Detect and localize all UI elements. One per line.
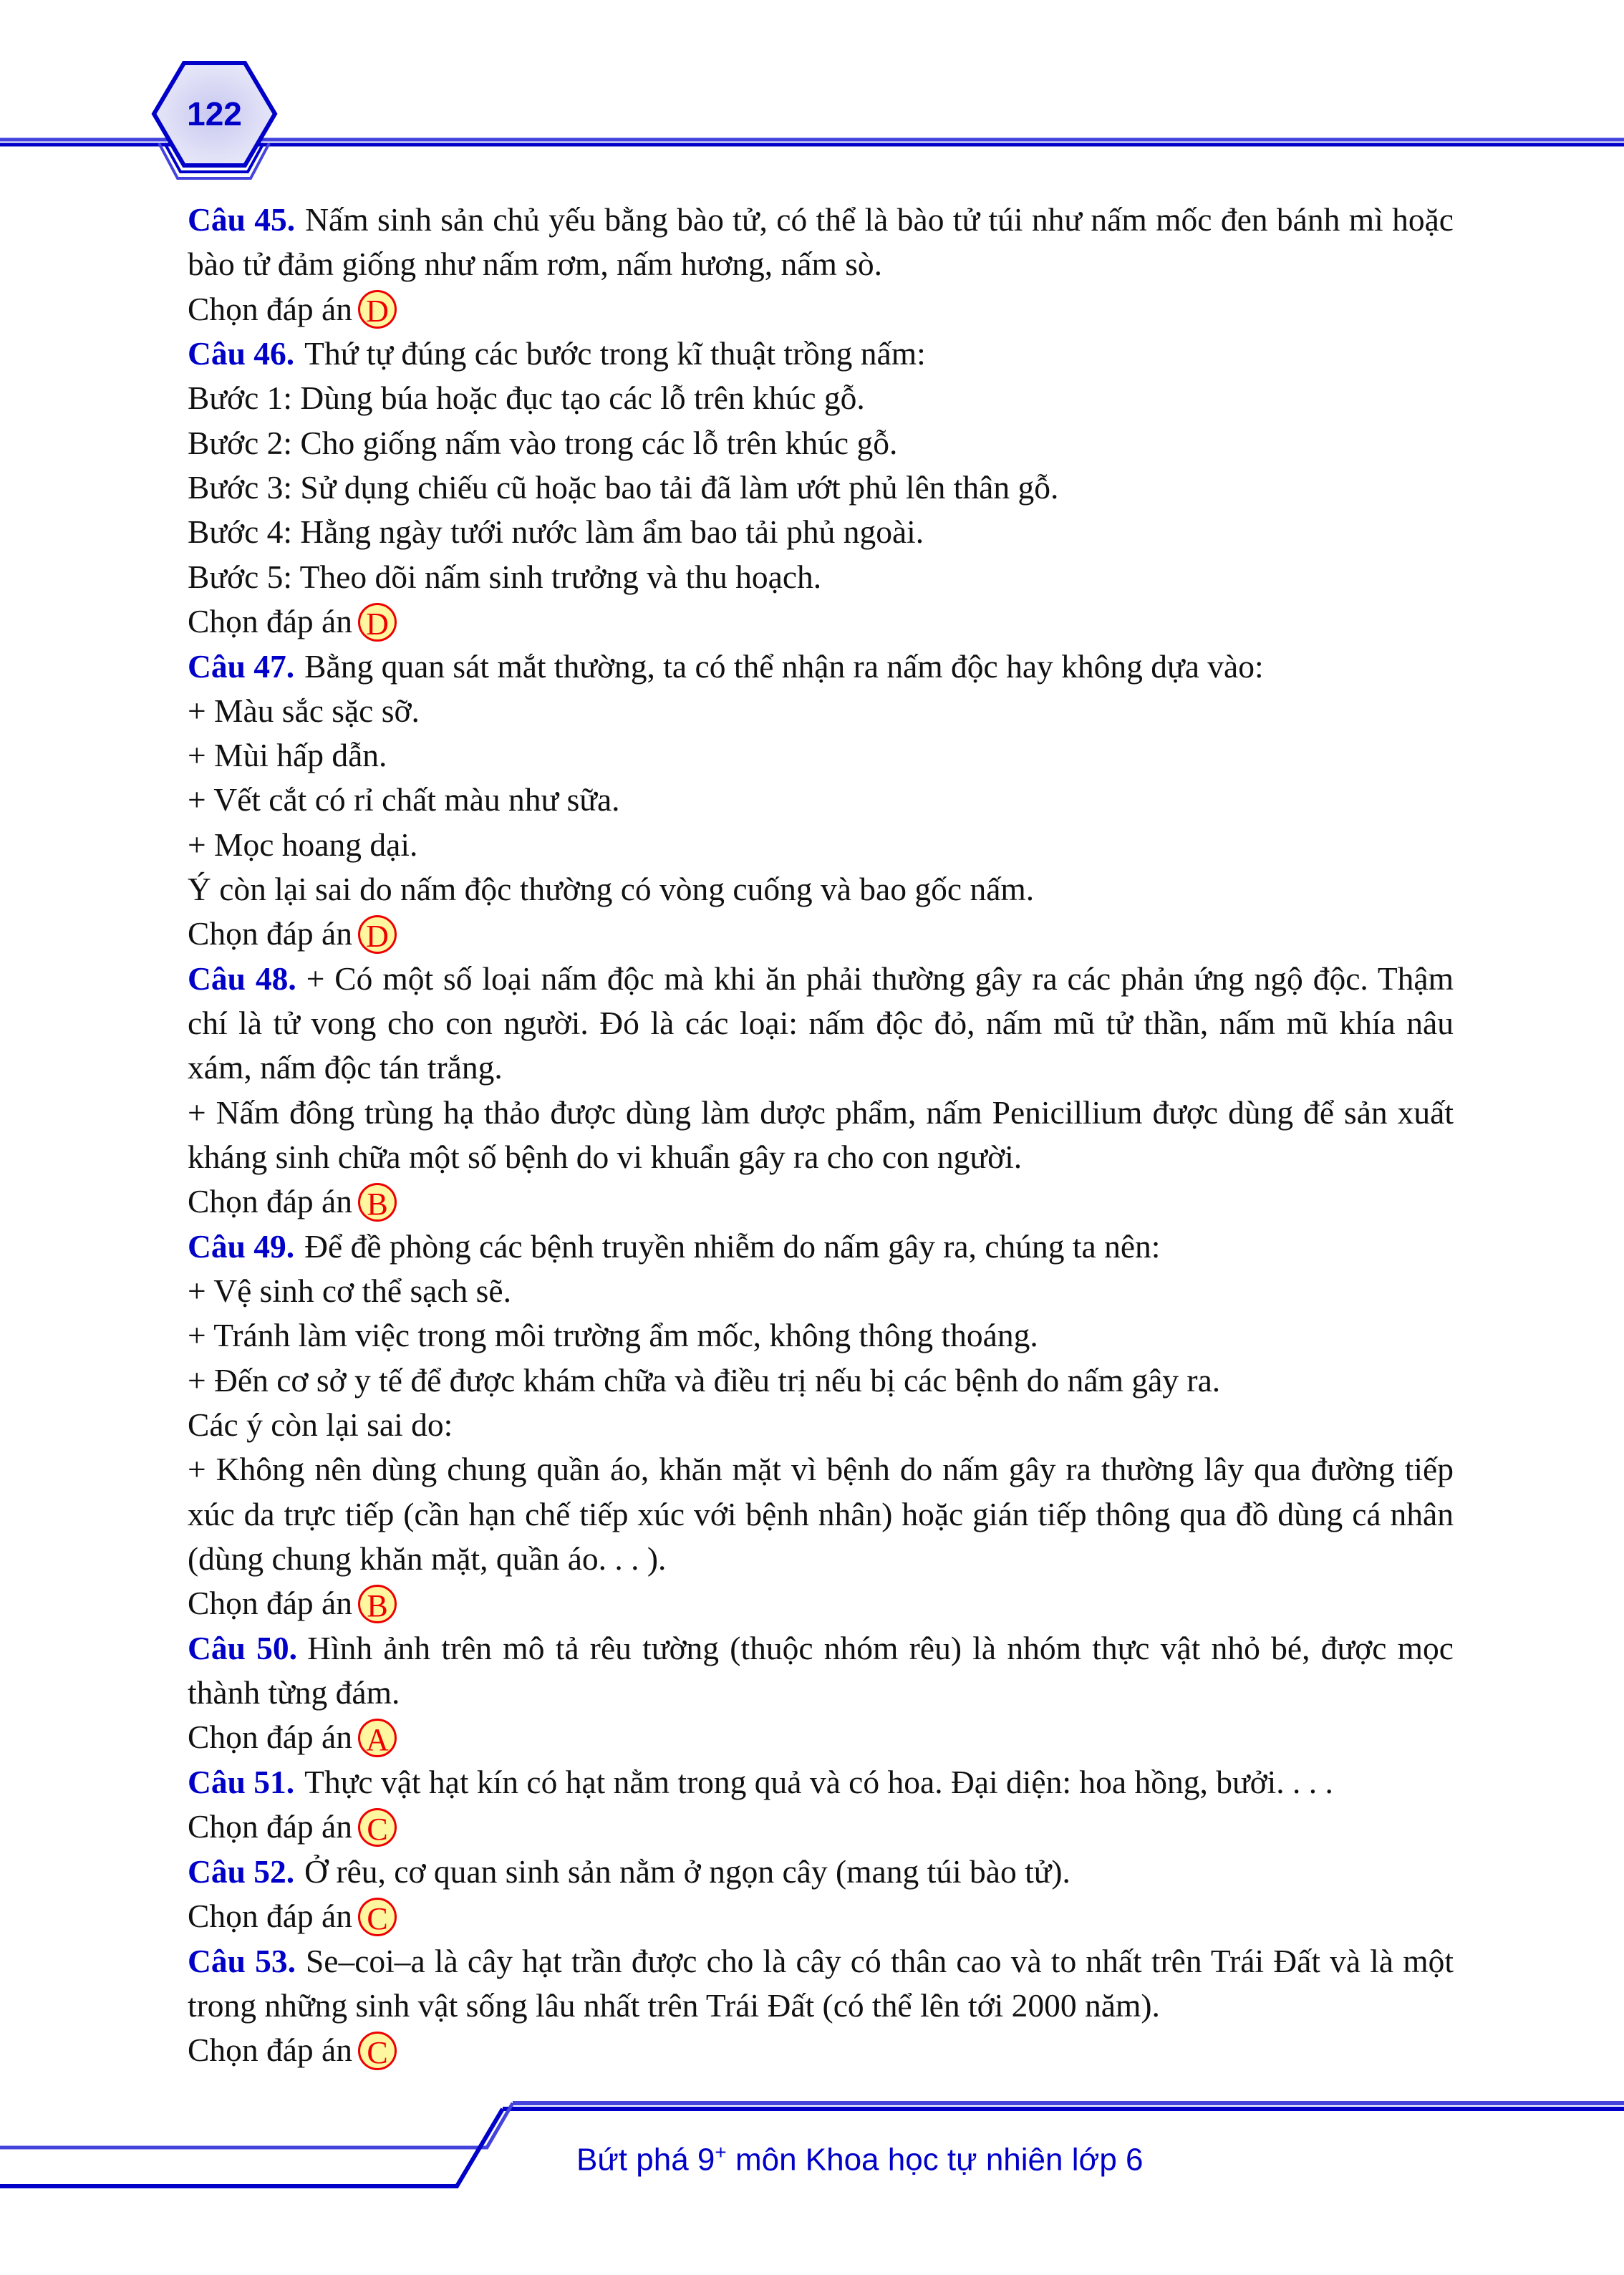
explanation-text: Bước 3: Sử dụng chiếu cũ hoặc bao tải đã làm ướt phủ lên thân gỗ. (188, 469, 1059, 506)
answer-line (188, 599, 1454, 644)
answer-prefix: Chọn đáp án (188, 2032, 352, 2069)
page-number: 122 (187, 95, 242, 132)
explanation-text: + Không nên dùng chung quần áo, khăn mặt vì bệnh do nấm gây ra thường lây qua đường tiếp xúc da trực tiếp (cần hạn chế tiếp xúc với bệnh nhân) hoặc gián tiếp thông qua đồ dùng cá nhân (dùng chung khăn mặt, quần áo. . . ). (188, 1451, 1454, 1577)
answer-choice-badge: D (358, 603, 397, 642)
explanation-text: + Có một số loại nấm độc mà khi ăn phải thường gây ra các phản ứng ngộ độc. Thậm chí là tử vong cho con người. Đó là các loại: nấm độc đỏ, nấm mũ tử thần, nấm mũ khía nâu xám, nấm độc tán trắng. (188, 960, 1454, 1086)
question-line (188, 332, 1454, 376)
explanation-text: Nấm sinh sản chủ yếu bằng bào tử, có thể là bào tử túi như nấm mốc đen bánh mì hoặc bào tử đảm giống như nấm rơm, nấm hương, nấm sò. (188, 201, 1454, 283)
explanation-text: Ở rêu, cơ quan sinh sản nằm ở ngọn cây (mang túi bào tử). (304, 1853, 1070, 1890)
explanation-line (188, 465, 1454, 510)
answer-choice-badge: B (358, 1585, 397, 1623)
explanation-text: Bằng quan sát mắt thường, ta có thể nhận ra nấm độc hay không dựa vào: (304, 647, 1264, 685)
answer-prefix: Chọn đáp án (188, 1808, 352, 1845)
explanation-text: Thực vật hạt kín có hạt nằm trong quả và có hoa. Đại diện: hoa hồng, bưởi. . . . (304, 1763, 1333, 1800)
answer-line (188, 1581, 1454, 1626)
explanation-line (188, 1269, 1454, 1313)
explanation-line (188, 823, 1454, 867)
explanation-line (188, 1447, 1454, 1581)
footer-book-title: Bứt phá 9+ môn Khoa học tự nhiên lớp 6 (576, 2141, 1144, 2178)
explanation-text: Ý còn lại sai do nấm độc thường có vòng cuống và bao gốc nấm. (188, 870, 1035, 907)
answer-prefix: Chọn đáp án (188, 1183, 352, 1220)
explanation-text: Bước 2: Cho giống nấm vào trong các lỗ trên khúc gỗ. (188, 424, 898, 461)
explanation-text: Bước 5: Theo dõi nấm sinh trưởng và thu hoạch. (188, 558, 822, 595)
explanation-line (188, 376, 1454, 420)
question-label: Câu 47. (188, 647, 295, 685)
explanation-text: + Vết cắt có rỉ chất màu như sữa. (188, 781, 620, 818)
answer-prefix: Chọn đáp án (188, 1898, 352, 1935)
explanation-text: Bước 4: Hằng ngày tưới nước làm ẩm bao tải phủ ngoài. (188, 513, 924, 551)
explanation-text: + Tránh làm việc trong môi trường ẩm mốc, không thông thoáng. (188, 1317, 1038, 1354)
answer-choice-badge: A (358, 1719, 397, 1757)
question-label: Câu 46. (188, 335, 295, 372)
question-line (188, 957, 1454, 1091)
question-label: Câu 52. (188, 1853, 295, 1890)
explanation-text: + Đến cơ sở y tế để được khám chữa và điều trị nếu bị các bệnh do nấm gây ra. (188, 1361, 1221, 1399)
answer-line (188, 2028, 1454, 2073)
explanation-text: Thứ tự đúng các bước trong kĩ thuật trồng nấm: (304, 335, 926, 372)
explanation-text: Bước 1: Dùng búa hoặc đục tạo các lỗ trên khúc gỗ. (188, 380, 865, 417)
answer-content (188, 198, 1454, 2073)
question-label: Câu 53. (188, 1942, 296, 1979)
answer-line (188, 1179, 1454, 1225)
explanation-line (188, 778, 1454, 822)
answer-choice-badge: C (358, 2032, 397, 2070)
question-line (188, 1760, 1454, 1805)
question-label: Câu 49. (188, 1227, 295, 1265)
question-line (188, 644, 1454, 689)
explanation-line (188, 555, 1454, 599)
explanation-line (188, 421, 1454, 465)
answer-prefix: Chọn đáp án (188, 1719, 352, 1756)
answer-choice-badge: B (358, 1183, 397, 1222)
explanation-text: Hình ảnh trên mô tả rêu tường (thuộc nhóm rêu) là nhóm thực vật nhỏ bé, được mọc thành từng đám. (188, 1629, 1454, 1711)
answer-choice-badge: D (358, 915, 397, 954)
explanation-line (188, 1358, 1454, 1403)
question-line (188, 198, 1454, 287)
question-line (188, 1850, 1454, 1894)
question-label: Câu 50. (188, 1629, 298, 1666)
explanation-text: + Mọc hoang dại. (188, 826, 418, 863)
answer-prefix: Chọn đáp án (188, 290, 352, 327)
answer-choice-badge: C (358, 1808, 397, 1847)
explanation-text: Để đề phòng các bệnh truyền nhiễm do nấm gây ra, chúng ta nên: (304, 1227, 1161, 1265)
answer-line (188, 287, 1454, 332)
answer-choice-badge: C (358, 1898, 397, 1936)
answer-line (188, 1805, 1454, 1850)
answer-line (188, 1715, 1454, 1760)
question-label: Câu 51. (188, 1763, 295, 1800)
explanation-text: + Nấm đông trùng hạ thảo được dùng làm dược phẩm, nấm Penicillium được dùng để sản xuất kháng sinh chữa một số bệnh do vi khuẩn gây ra cho con người. (188, 1093, 1454, 1176)
explanation-line (188, 1091, 1454, 1180)
explanation-text: Các ý còn lại sai do: (188, 1406, 453, 1444)
explanation-line (188, 867, 1454, 912)
explanation-line (188, 510, 1454, 554)
question-line (188, 1225, 1454, 1269)
question-label: Câu 45. (188, 201, 296, 238)
explanation-line (188, 689, 1454, 733)
question-line (188, 1626, 1454, 1716)
explanation-text: + Màu sắc sặc sỡ. (188, 692, 420, 729)
explanation-text: + Mùi hấp dẫn. (188, 737, 387, 774)
answer-prefix: Chọn đáp án (188, 602, 352, 639)
answer-line (188, 1894, 1454, 1939)
explanation-text: Se–coi–a là cây hạt trần được cho là cây có thân cao và to nhất trên Trái Đất và là một trong những sinh vật sống lâu nhất trên Trái Đất (có thể lên tới 2000 năm). (188, 1942, 1454, 2024)
explanation-line (188, 733, 1454, 778)
answer-choice-badge: D (358, 290, 397, 329)
answer-prefix: Chọn đáp án (188, 1585, 352, 1622)
question-label: Câu 48. (188, 960, 296, 997)
answer-prefix: Chọn đáp án (188, 915, 352, 952)
explanation-line (188, 1313, 1454, 1358)
answer-line (188, 912, 1454, 957)
question-line (188, 1939, 1454, 2029)
explanation-text: + Vệ sinh cơ thể sạch sẽ. (188, 1272, 511, 1310)
explanation-line (188, 1403, 1454, 1447)
